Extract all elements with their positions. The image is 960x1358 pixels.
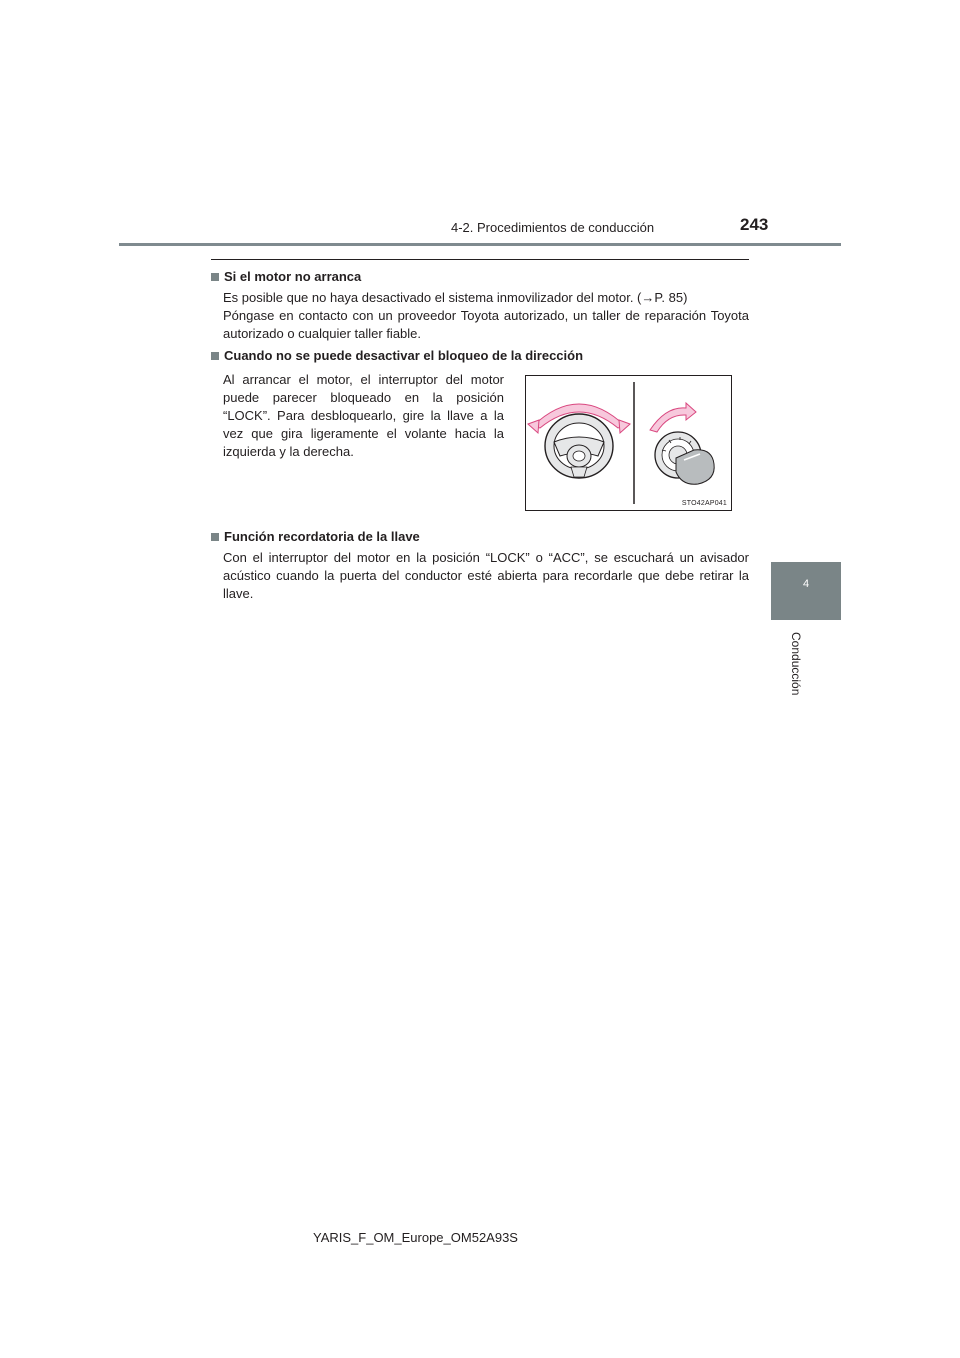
section-key-reminder <box>211 528 749 603</box>
header-rule <box>119 243 841 246</box>
figure-illustration <box>526 376 731 510</box>
section-title: Función recordatoria de la llave <box>211 528 749 546</box>
figure-code: STO42AP041 <box>681 500 727 507</box>
rotation-arrow-icon <box>650 403 696 432</box>
page-number: 243 <box>740 215 769 234</box>
paragraph: Póngase en contacto con un proveedor Toyota autorizado, un taller de reparación Toyota autorizado o cualquier taller fiable. <box>223 308 749 341</box>
document-code: YARIS_F_OM_Europe_OM52A93S <box>313 1230 518 1245</box>
paragraph: Con el interruptor del motor en la posición “LOCK” o “ACC”, se escuchará un avisador acústico cuando la puerta del conductor esté abierta para recordarle que debe retirar la llave. <box>223 550 749 601</box>
steering-lock-figure <box>525 375 732 511</box>
square-bullet-icon <box>211 352 219 360</box>
section-engine-no-start <box>211 268 749 343</box>
square-bullet-icon <box>211 533 219 541</box>
section-title: Cuando no se puede desactivar el bloqueo de la dirección <box>211 347 749 365</box>
section-steering-lock <box>211 347 749 365</box>
square-bullet-icon <box>211 273 219 281</box>
section-body <box>223 289 749 343</box>
content-rule <box>211 259 749 260</box>
paragraph: Al arrancar el motor, el interruptor del motor puede parecer bloqueado en la posición “LOCK”. Para desbloquearlo, gire la llave a la vez que gira ligeramente el volante hacia la izquierda y la derecha. <box>223 372 504 459</box>
running-header: 4-2. Procedimientos de conducción <box>451 220 655 235</box>
paragraph: Es posible que no haya desactivado el sistema inmovilizador del motor. (→P. 85) <box>223 290 688 305</box>
steering-wheel-icon <box>545 414 613 478</box>
section-body <box>223 549 749 603</box>
key-icon <box>676 450 714 484</box>
section-title: Si el motor no arranca <box>211 268 749 286</box>
chapter-label: Conducción <box>789 632 803 696</box>
chapter-number: 4 <box>802 578 810 590</box>
chapter-tab <box>771 562 841 620</box>
